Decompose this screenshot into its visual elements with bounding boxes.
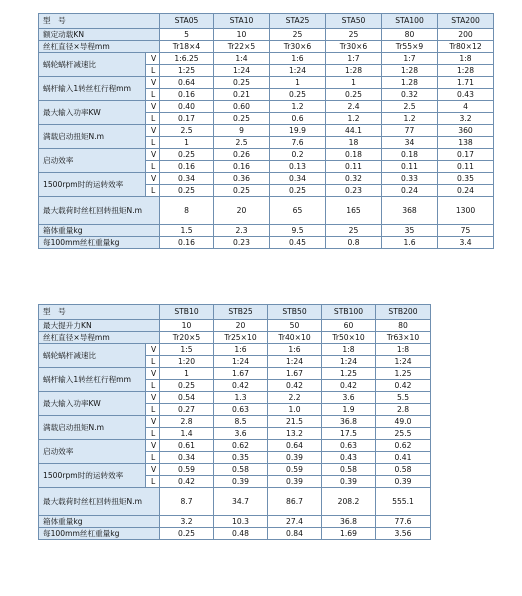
table-cell: 25 bbox=[326, 29, 382, 41]
table-cell: 1.5 bbox=[160, 225, 214, 237]
table-cell: 0.39 bbox=[214, 476, 268, 488]
table-cell: 1:4 bbox=[214, 53, 270, 65]
table-cell: 86.7 bbox=[268, 488, 322, 516]
table-cell: 1:24 bbox=[268, 356, 322, 368]
table-row bbox=[39, 225, 494, 237]
table-cell: 21.5 bbox=[268, 416, 322, 428]
table-cell: 2.5 bbox=[214, 137, 270, 149]
table-cell: 368 bbox=[382, 197, 438, 225]
table-cell: 1 bbox=[326, 77, 382, 89]
table-row bbox=[39, 332, 431, 344]
table-cell: 3.56 bbox=[376, 528, 431, 540]
table-cell: 0.25 bbox=[214, 185, 270, 197]
model-header-cell: STA10 bbox=[214, 14, 270, 29]
table-cell: 0.42 bbox=[322, 380, 376, 392]
header-row bbox=[39, 305, 431, 320]
table-cell: 25.5 bbox=[376, 428, 431, 440]
table-cell: 1.6 bbox=[382, 237, 438, 249]
table-cell: 1.69 bbox=[322, 528, 376, 540]
table-cell: 0.11 bbox=[438, 161, 494, 173]
table-cell: 5.5 bbox=[376, 392, 431, 404]
row-variant-label: L bbox=[146, 380, 160, 392]
table-cell: 0.21 bbox=[214, 89, 270, 101]
table-cell: 0.42 bbox=[376, 380, 431, 392]
model-header-cell: STA25 bbox=[270, 14, 326, 29]
row-variant-label: V bbox=[146, 125, 160, 137]
table-cell: 0.11 bbox=[326, 161, 382, 173]
table-cell: 0.24 bbox=[438, 185, 494, 197]
table-cell: 1.0 bbox=[268, 404, 322, 416]
table-cell: 77 bbox=[382, 125, 438, 137]
row-label: 蜗轮蜗杆减速比 bbox=[39, 53, 146, 77]
table-cell: 10 bbox=[214, 29, 270, 41]
table-cell: 1:7 bbox=[326, 53, 382, 65]
table-cell: 1.9 bbox=[322, 404, 376, 416]
table-row bbox=[39, 464, 431, 476]
table-cell: 0.25 bbox=[160, 528, 214, 540]
row-label: 启动效率 bbox=[39, 440, 146, 464]
row-variant-label: L bbox=[146, 428, 160, 440]
row-label: 最大载荷时丝杠回转扭矩N.m bbox=[39, 488, 160, 516]
table-cell: 0.42 bbox=[214, 380, 268, 392]
table-cell: 8.5 bbox=[214, 416, 268, 428]
table-cell: 1.3 bbox=[214, 392, 268, 404]
table-cell: Tr80×12 bbox=[438, 41, 494, 53]
model-header-cell: STB10 bbox=[160, 305, 214, 320]
table-row bbox=[39, 392, 431, 404]
table-cell: 1.2 bbox=[382, 113, 438, 125]
table-cell: 0.64 bbox=[268, 440, 322, 452]
table-cell: 0.25 bbox=[214, 77, 270, 89]
table-cell: Tr22×5 bbox=[214, 41, 270, 53]
table-row bbox=[39, 41, 494, 53]
row-variant-label: L bbox=[146, 476, 160, 488]
table-cell: 34 bbox=[382, 137, 438, 149]
row-label: 丝杠直径×导程mm bbox=[39, 41, 160, 53]
row-variant-label: L bbox=[146, 65, 160, 77]
row-variant-label: L bbox=[146, 137, 160, 149]
table-cell: 2.5 bbox=[160, 125, 214, 137]
table-cell: 2.8 bbox=[160, 416, 214, 428]
table-cell: 1:28 bbox=[326, 65, 382, 77]
table-cell: 1:8 bbox=[322, 344, 376, 356]
table-row bbox=[39, 440, 431, 452]
table-cell: 1:8 bbox=[438, 53, 494, 65]
table-row bbox=[39, 197, 494, 225]
table-cell: 18 bbox=[326, 137, 382, 149]
table-row bbox=[39, 416, 431, 428]
table-cell: 65 bbox=[270, 197, 326, 225]
table-cell: 0.64 bbox=[160, 77, 214, 89]
row-label: 每100mm丝杠重量kg bbox=[39, 237, 160, 249]
table-cell: Tr50×10 bbox=[322, 332, 376, 344]
table-cell: 36.8 bbox=[322, 416, 376, 428]
table-cell: 1:28 bbox=[438, 65, 494, 77]
table-cell: 49.0 bbox=[376, 416, 431, 428]
table-cell: 0.18 bbox=[382, 149, 438, 161]
table-row bbox=[39, 29, 494, 41]
table-cell: 0.25 bbox=[214, 113, 270, 125]
table-cell: Tr30×6 bbox=[326, 41, 382, 53]
table-cell: 0.43 bbox=[438, 89, 494, 101]
table-cell: 1:24 bbox=[322, 356, 376, 368]
table-cell: 0.59 bbox=[268, 464, 322, 476]
table-cell: 5 bbox=[160, 29, 214, 41]
table-cell: 20 bbox=[214, 197, 270, 225]
row-label: 1500rpm时的运转效率 bbox=[39, 173, 146, 197]
row-label: 启动效率 bbox=[39, 149, 146, 173]
row-label: 箱体重量kg bbox=[39, 516, 160, 528]
table-cell: 0.43 bbox=[322, 452, 376, 464]
table-cell: 1 bbox=[270, 77, 326, 89]
table-cell: 1.2 bbox=[270, 101, 326, 113]
table-cell: 0.59 bbox=[160, 464, 214, 476]
table-cell: 9.5 bbox=[270, 225, 326, 237]
row-label: 每100mm丝杠重量kg bbox=[39, 528, 160, 540]
header-row bbox=[39, 14, 494, 29]
table-cell: 0.42 bbox=[160, 476, 214, 488]
table-cell: 50 bbox=[268, 320, 322, 332]
table-cell: 0.17 bbox=[438, 149, 494, 161]
table-cell: 0.36 bbox=[214, 173, 270, 185]
table-cell: 3.6 bbox=[322, 392, 376, 404]
table-cell: 2.2 bbox=[268, 392, 322, 404]
table-cell: Tr55×9 bbox=[382, 41, 438, 53]
model-header-label: 型 号 bbox=[39, 305, 160, 320]
table-cell: 0.17 bbox=[160, 113, 214, 125]
table-cell: 165 bbox=[326, 197, 382, 225]
table-cell: 0.62 bbox=[376, 440, 431, 452]
table-cell: 0.45 bbox=[270, 237, 326, 249]
table-cell: Tr63×10 bbox=[376, 332, 431, 344]
table-cell: 0.18 bbox=[326, 149, 382, 161]
table-cell: 0.61 bbox=[160, 440, 214, 452]
table-row bbox=[39, 488, 431, 516]
table-row bbox=[39, 125, 494, 137]
table-row bbox=[39, 149, 494, 161]
table-cell: 1.25 bbox=[376, 368, 431, 380]
table-cell: 2.8 bbox=[376, 404, 431, 416]
table-cell: 1:6 bbox=[268, 344, 322, 356]
table-cell: 7.6 bbox=[270, 137, 326, 149]
table-cell: 1.28 bbox=[382, 77, 438, 89]
row-variant-label: L bbox=[146, 161, 160, 173]
model-header-cell: STB25 bbox=[214, 305, 268, 320]
row-label: 蜗杆输入1转丝杠行程mm bbox=[39, 77, 146, 101]
spec-table-stb bbox=[38, 304, 431, 540]
table-row bbox=[39, 368, 431, 380]
table-cell: 75 bbox=[438, 225, 494, 237]
table-cell: 3.2 bbox=[438, 113, 494, 125]
table-cell: 0.25 bbox=[270, 185, 326, 197]
table-cell: 1:24 bbox=[214, 356, 268, 368]
table-cell: 0.23 bbox=[214, 237, 270, 249]
model-header-cell: STA50 bbox=[326, 14, 382, 29]
table-cell: 8.7 bbox=[160, 488, 214, 516]
table-cell: 44.1 bbox=[326, 125, 382, 137]
row-label: 1500rpm时的运转效率 bbox=[39, 464, 146, 488]
table-cell: 3.4 bbox=[438, 237, 494, 249]
table-cell: 1 bbox=[160, 368, 214, 380]
table-cell: 25 bbox=[326, 225, 382, 237]
table-cell: 80 bbox=[376, 320, 431, 332]
row-variant-label: L bbox=[146, 452, 160, 464]
model-header-cell: STA05 bbox=[160, 14, 214, 29]
table-cell: 0.39 bbox=[322, 476, 376, 488]
spec-table-sta bbox=[38, 13, 494, 249]
table-cell: 0.60 bbox=[214, 101, 270, 113]
table-cell: 1.67 bbox=[214, 368, 268, 380]
row-label: 丝杠直径×导程mm bbox=[39, 332, 160, 344]
table-cell: 77.6 bbox=[376, 516, 431, 528]
table-cell: 9 bbox=[214, 125, 270, 137]
table-cell: 20 bbox=[214, 320, 268, 332]
row-variant-label: L bbox=[146, 185, 160, 197]
model-header-label: 型 号 bbox=[39, 14, 160, 29]
row-variant-label: L bbox=[146, 404, 160, 416]
row-variant-label: V bbox=[146, 77, 160, 89]
table-cell: 0.34 bbox=[160, 173, 214, 185]
table-cell: 1:28 bbox=[382, 65, 438, 77]
model-header-cell: STA200 bbox=[438, 14, 494, 29]
table-cell: 0.84 bbox=[268, 528, 322, 540]
row-variant-label: V bbox=[146, 440, 160, 452]
table-cell: 0.25 bbox=[160, 149, 214, 161]
table-cell: 0.39 bbox=[376, 476, 431, 488]
row-variant-label: V bbox=[146, 173, 160, 185]
table-cell: Tr30×6 bbox=[270, 41, 326, 53]
table-cell: 0.41 bbox=[376, 452, 431, 464]
table-cell: 0.63 bbox=[214, 404, 268, 416]
table-cell: 555.1 bbox=[376, 488, 431, 516]
table-cell: 0.33 bbox=[382, 173, 438, 185]
table-cell: 27.4 bbox=[268, 516, 322, 528]
row-variant-label: L bbox=[146, 356, 160, 368]
table-row bbox=[39, 173, 494, 185]
row-variant-label: L bbox=[146, 113, 160, 125]
row-variant-label: V bbox=[146, 344, 160, 356]
table-cell: 1.25 bbox=[322, 368, 376, 380]
table-cell: 1:24 bbox=[214, 65, 270, 77]
table-cell: 0.39 bbox=[268, 452, 322, 464]
row-label: 箱体重量kg bbox=[39, 225, 160, 237]
model-header-cell: STA100 bbox=[382, 14, 438, 29]
row-variant-label: V bbox=[146, 101, 160, 113]
row-label: 额定动载KN bbox=[39, 29, 160, 41]
table-cell: 0.32 bbox=[382, 89, 438, 101]
table-cell: 3.2 bbox=[160, 516, 214, 528]
table-cell: 1:8 bbox=[376, 344, 431, 356]
table-cell: 0.34 bbox=[270, 173, 326, 185]
table-cell: 0.8 bbox=[326, 237, 382, 249]
table-cell: 0.25 bbox=[270, 89, 326, 101]
table-cell: 138 bbox=[438, 137, 494, 149]
table-row bbox=[39, 344, 431, 356]
table-cell: 0.11 bbox=[382, 161, 438, 173]
table-cell: 0.23 bbox=[326, 185, 382, 197]
table-cell: 0.24 bbox=[382, 185, 438, 197]
row-label: 蜗轮蜗杆减速比 bbox=[39, 344, 146, 368]
table-cell: 4 bbox=[438, 101, 494, 113]
table-cell: 10 bbox=[160, 320, 214, 332]
table-cell: 35 bbox=[382, 225, 438, 237]
table-row bbox=[39, 101, 494, 113]
table-cell: 0.63 bbox=[322, 440, 376, 452]
table-cell: 0.35 bbox=[438, 173, 494, 185]
table-cell: 0.58 bbox=[376, 464, 431, 476]
table-cell: 0.13 bbox=[270, 161, 326, 173]
table-cell: Tr20×5 bbox=[160, 332, 214, 344]
table-cell: 0.58 bbox=[322, 464, 376, 476]
table-cell: 13.2 bbox=[268, 428, 322, 440]
model-header-cell: STB200 bbox=[376, 305, 431, 320]
table-cell: 0.39 bbox=[268, 476, 322, 488]
row-variant-label: V bbox=[146, 368, 160, 380]
table-row bbox=[39, 237, 494, 249]
row-variant-label: V bbox=[146, 464, 160, 476]
table-cell: 2.3 bbox=[214, 225, 270, 237]
table-cell: 1:5 bbox=[160, 344, 214, 356]
row-label: 最大输入功率KW bbox=[39, 392, 146, 416]
row-variant-label: V bbox=[146, 416, 160, 428]
table-cell: 19.9 bbox=[270, 125, 326, 137]
table-cell: 0.16 bbox=[160, 161, 214, 173]
table-row bbox=[39, 516, 431, 528]
table-cell: 1:7 bbox=[382, 53, 438, 65]
table-cell: 10.3 bbox=[214, 516, 268, 528]
table-row bbox=[39, 53, 494, 65]
table-cell: 34.7 bbox=[214, 488, 268, 516]
table-cell: 17.5 bbox=[322, 428, 376, 440]
model-header-cell: STB100 bbox=[322, 305, 376, 320]
table-cell: 0.26 bbox=[214, 149, 270, 161]
table-cell: 1:6 bbox=[214, 344, 268, 356]
model-header-cell: STB50 bbox=[268, 305, 322, 320]
table-row bbox=[39, 528, 431, 540]
table-cell: 1:24 bbox=[270, 65, 326, 77]
table-cell: 0.27 bbox=[160, 404, 214, 416]
table-cell: 0.62 bbox=[214, 440, 268, 452]
table-cell: 1.2 bbox=[326, 113, 382, 125]
table-cell: 1300 bbox=[438, 197, 494, 225]
row-label: 蜗杆输入1转丝杠行程mm bbox=[39, 368, 146, 392]
row-label: 最大输入功率KW bbox=[39, 101, 146, 125]
table-cell: 200 bbox=[438, 29, 494, 41]
table-cell: 0.32 bbox=[326, 173, 382, 185]
row-variant-label: V bbox=[146, 149, 160, 161]
table-cell: 0.42 bbox=[268, 380, 322, 392]
table-cell: 0.54 bbox=[160, 392, 214, 404]
table-row bbox=[39, 77, 494, 89]
table-cell: 0.16 bbox=[214, 161, 270, 173]
table-row bbox=[39, 320, 431, 332]
table-cell: 36.8 bbox=[322, 516, 376, 528]
table-cell: 0.25 bbox=[160, 185, 214, 197]
table-cell: 1.4 bbox=[160, 428, 214, 440]
table-cell: 0.16 bbox=[160, 89, 214, 101]
table-cell: 60 bbox=[322, 320, 376, 332]
table-cell: 1.67 bbox=[268, 368, 322, 380]
table-cell: 0.6 bbox=[270, 113, 326, 125]
table-cell: 0.2 bbox=[270, 149, 326, 161]
row-variant-label: V bbox=[146, 392, 160, 404]
table-cell: 0.48 bbox=[214, 528, 268, 540]
table-cell: 1:6.25 bbox=[160, 53, 214, 65]
table-cell: 360 bbox=[438, 125, 494, 137]
table-cell: Tr25×10 bbox=[214, 332, 268, 344]
row-variant-label: L bbox=[146, 89, 160, 101]
table-cell: 0.40 bbox=[160, 101, 214, 113]
table-cell: 1:24 bbox=[376, 356, 431, 368]
table-cell: 0.58 bbox=[214, 464, 268, 476]
table-cell: 1.71 bbox=[438, 77, 494, 89]
table-cell: 2.5 bbox=[382, 101, 438, 113]
table-cell: 80 bbox=[382, 29, 438, 41]
table-cell: 0.25 bbox=[160, 380, 214, 392]
table-cell: Tr40×10 bbox=[268, 332, 322, 344]
row-variant-label: V bbox=[146, 53, 160, 65]
table-cell: 0.34 bbox=[160, 452, 214, 464]
table-cell: 0.35 bbox=[214, 452, 268, 464]
table-cell: Tr18×4 bbox=[160, 41, 214, 53]
table-cell: 208.2 bbox=[322, 488, 376, 516]
table-cell: 1:6 bbox=[270, 53, 326, 65]
table-cell: 3.6 bbox=[214, 428, 268, 440]
table-cell: 1:20 bbox=[160, 356, 214, 368]
table-cell: 1:25 bbox=[160, 65, 214, 77]
table-cell: 8 bbox=[160, 197, 214, 225]
table-cell: 0.16 bbox=[160, 237, 214, 249]
table-cell: 0.25 bbox=[326, 89, 382, 101]
table-cell: 25 bbox=[270, 29, 326, 41]
row-label: 满载启动扭矩N.m bbox=[39, 416, 146, 440]
row-label: 满载启动扭矩N.m bbox=[39, 125, 146, 149]
table-cell: 2.4 bbox=[326, 101, 382, 113]
row-label: 最大提升力KN bbox=[39, 320, 160, 332]
row-label: 最大载荷时丝杠回转扭矩N.m bbox=[39, 197, 160, 225]
table-cell: 1 bbox=[160, 137, 214, 149]
